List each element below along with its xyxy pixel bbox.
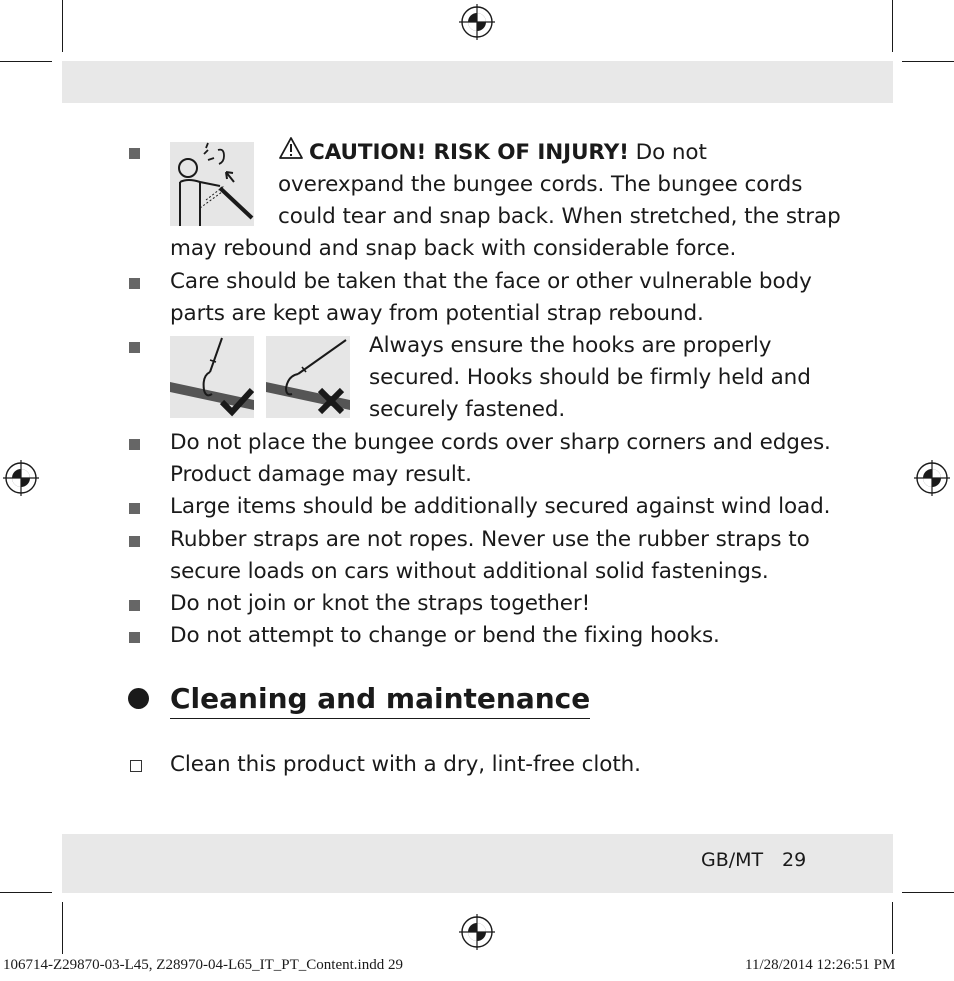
page-number: 29 bbox=[782, 849, 807, 871]
crop-mark bbox=[0, 892, 52, 893]
footer-band bbox=[62, 834, 893, 893]
bullet-icon bbox=[129, 342, 140, 353]
crop-mark bbox=[62, 0, 63, 52]
instruction-step: Clean this product with a dry, lint-free cloth. bbox=[170, 752, 641, 777]
warning-text: Do not bbox=[635, 140, 707, 165]
warning-text: securely fastened. bbox=[369, 397, 566, 422]
warning-triangle-icon bbox=[278, 136, 304, 160]
warning-text: Do not attempt to change or bend the fixing hooks. bbox=[170, 623, 720, 648]
bullet-icon bbox=[129, 632, 140, 643]
warning-text: Product damage may result. bbox=[170, 462, 472, 487]
header-band bbox=[62, 61, 893, 103]
rebound-injury-illustration bbox=[170, 142, 254, 226]
warning-text: Do not place the bungee cords over sharp corners and edges. bbox=[170, 430, 831, 455]
bullet-icon bbox=[129, 148, 140, 159]
warning-text: may rebound and snap back with considerable force. bbox=[170, 236, 737, 261]
bullet-icon bbox=[129, 278, 140, 289]
hook-secured-illustration bbox=[170, 336, 254, 418]
warning-text: secure loads on cars without additional solid fastenings. bbox=[170, 559, 769, 584]
warning-text: Rubber straps are not ropes. Never use the rubber straps to bbox=[170, 527, 810, 552]
warning-text: Do not join or knot the straps together! bbox=[170, 591, 591, 616]
slug-datetime: 11/28/2014 12:26:51 PM bbox=[745, 957, 896, 973]
section-bullet-icon bbox=[128, 688, 149, 709]
warning-1-line-1 bbox=[309, 137, 707, 169]
footer-language: GB/MT bbox=[701, 849, 764, 871]
registration-mark-icon bbox=[459, 914, 495, 950]
crop-mark bbox=[892, 0, 893, 52]
warning-text: secured. Hooks should be firmly held and bbox=[369, 365, 811, 390]
bullet-icon bbox=[129, 439, 140, 450]
warning-text: could tear and snap back. When stretched, the strap bbox=[278, 204, 841, 229]
warning-text: Large items should be additionally secured against wind load. bbox=[170, 494, 831, 519]
bullet-icon bbox=[129, 600, 140, 611]
crop-mark bbox=[62, 902, 63, 954]
hook-unsecured-illustration bbox=[266, 336, 350, 418]
slug-filename: 106714-Z29870-03-L45, Z28970-04-L65_IT_PT_Content.indd 29 bbox=[3, 957, 403, 973]
registration-mark-icon bbox=[3, 460, 39, 496]
crop-mark bbox=[0, 61, 52, 62]
crop-mark bbox=[902, 61, 954, 62]
warning-text: Always ensure the hooks are properly bbox=[369, 333, 772, 358]
caution-label: CAUTION! RISK OF INJURY! bbox=[309, 140, 629, 165]
warning-text: overexpand the bungee cords. The bungee cords bbox=[278, 172, 803, 197]
bullet-icon bbox=[129, 503, 140, 514]
warning-text: parts are kept away from potential strap rebound. bbox=[170, 301, 704, 326]
bullet-icon bbox=[129, 536, 140, 547]
warning-text: Care should be taken that the face or other vulnerable body bbox=[170, 269, 812, 294]
crop-mark bbox=[902, 892, 954, 893]
registration-mark-icon bbox=[914, 460, 950, 496]
section-title: Cleaning and maintenance bbox=[170, 680, 590, 719]
registration-mark-icon bbox=[459, 4, 495, 40]
crop-mark bbox=[892, 902, 893, 954]
step-box-icon bbox=[130, 760, 142, 772]
